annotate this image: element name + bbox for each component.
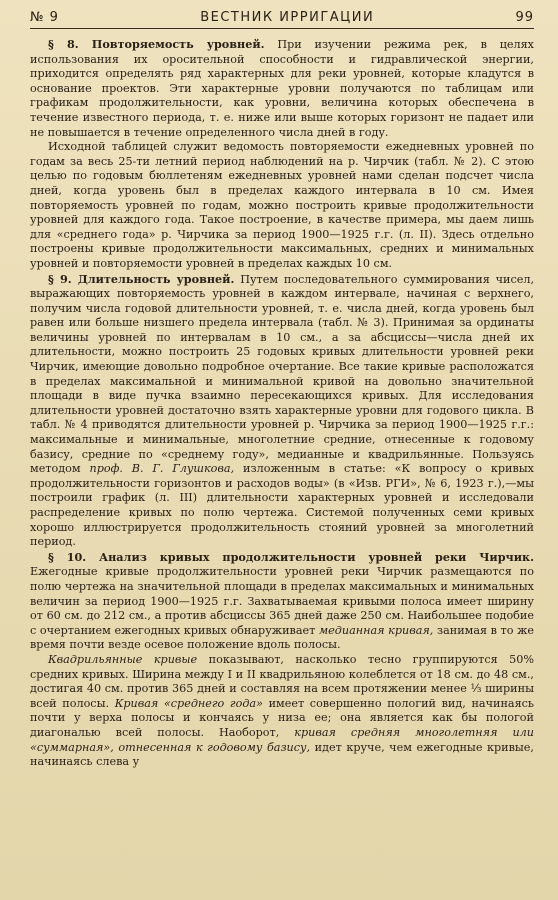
paragraph-section-8 [30, 37, 534, 140]
quadrille-lead: Квадрильянные кривые [48, 652, 198, 666]
section-10-tail: занимая в то же время почти везде осевое положение вдоль полосы. [30, 623, 534, 652]
journal-title: ВЕСТНИК ИРРИГАЦИИ [200, 10, 375, 25]
section-9-heading: § 9. Длительность уровней. [48, 271, 235, 286]
section-9-tail: изложенным в статье: «К вопросу о кривых продолжительности горизонтов и расходов воды» (в «Изв. РГИ», № 6, 1923 г.),—мы построили график (л. III) длительности характерных уровней и исследовали распределение кривых по полю чертежа. Системой полученных семи кривых хорошо иллюстрируется продолжительность стояний уровней за многолетний период. [30, 462, 534, 549]
paragraph-source-table [30, 140, 534, 271]
section-10-text: Ежегодные кривые продолжительности уровней реки Чирчик размещаются по полю чертежа на значительной площади в пределах максимальных и минимальных величин за период 1900—1925 г.г. Захватываемая кривыми полоса имеет ширину от 60 см. до 212 см., а против абсциссы 365 дней даже 250 см. Наибольшее подобие с очертанием ежегодных кривых обнаруживает [30, 565, 534, 637]
quadrille-avg-year: Кривая «среднего года» [114, 696, 263, 710]
section-9-text: Путем последовательного суммирования чисел, выражающих повторяемость уровней в каждом интервале, начиная с верхнего, получим числа годовой длительности уровней, т. е. числа дней, когда уровень был равен или больше низшего предела интервала (табл. № 3). Принимая за ординаты величины уровней по интервалам в 10 см., а за абсциссы—числа дней их длительности, можно построить 25 годовых кривых длительности уровней реки Чирчик, имеющие довольно подробное очертание. Все такие кривые расположатся в пределах максимальной и минимальной кривой на довольно значительной площади в виде пучка взаимно пересекающихся кривых. Для исследования длительности уровней достаточно взять характерные уровни для годового цикла. В табл. № 4 приводятся длительности уровней р. Чирчика за период 1900—1925 г.г.: максимальные и минимальные, многолетние средние, отнесенные к годовому базису, средние по «среднему году», медианные и квадрильянные. Пользуясь методом [30, 272, 534, 476]
section-8-heading: § 8. Повторяемость уровней. [48, 37, 265, 51]
quadrille-tail2: идет круче, чем ежегодные кривые, начинаясь слева у [30, 740, 534, 769]
section-9-author: проф. В. Г. Глушкова, [89, 462, 235, 476]
section-10-median: медианная кривая, [318, 623, 434, 637]
issue-number: № 9 [30, 10, 59, 25]
quadrille-tail: имеет совершенно пологий вид, начинаясь почти у верха полосы и кончаясь у низа ее; она является как бы пологой диагональю всей полосы. Наоборот, [30, 696, 534, 739]
quadrille-text: показывают, насколько тесно группируются 50% средних кривых. Ширина между I и II квадрильяною колеблется от 18 см. до 48 см., достигая 40 см. против 365 дней и составляя на всем протяжении менее ⅓ ширины всей полосы. [30, 652, 534, 710]
page-number: 99 [515, 10, 534, 25]
paragraph-section-9 [30, 272, 534, 550]
page-header [30, 10, 534, 29]
quadrille-multiyear: кривая средняя многолетняя или «суммарная», отнесенная к годовому базису, [30, 725, 534, 754]
section-8-text: При изучении режима рек, в целях использования их оросительной способности и гидравлической энергии, приходится определять ряд характерных для реки уровней, которые кладутся в основание проектов. Эти характерные уровни получаются по таблицам или графикам продолжительности, как уровни, величина которых обеспечена в течение известного периода, т. е. ниже или выше которых горизонт не падает или не повышается в течение определенного числа дней в году. [30, 38, 534, 139]
paragraph-quadrille [30, 653, 534, 770]
paragraph-section-10 [30, 550, 534, 653]
section-10-heading: § 10. Анализ кривых продолжительности уровней реки Чирчик. [48, 549, 534, 564]
source-table-text: Исходной таблицей служит ведомость повторяемости ежедневных уровней по годам за весь 25-ти летний период наблюдений на р. Чирчик (табл. № 2). С этою целью по годовым бюллетеням ежедневных уровней нами сделан подсчет числа дней, когда уровень был в пределах каждого интервала в 10 см. Имея повторяемость уровней по годам, можно построить кривые продолжительности уровней для каждого года. Такое построение, в качестве примера, мы даем лишь для «среднего года» р. Чирчика за период 1900—1925 г.г. (л. II). Здесь отдельно построены кривые продолжительности максимальных, средних и минимальных уровней и повторяемости уровней в пределах каждых 10 см. [30, 140, 534, 270]
